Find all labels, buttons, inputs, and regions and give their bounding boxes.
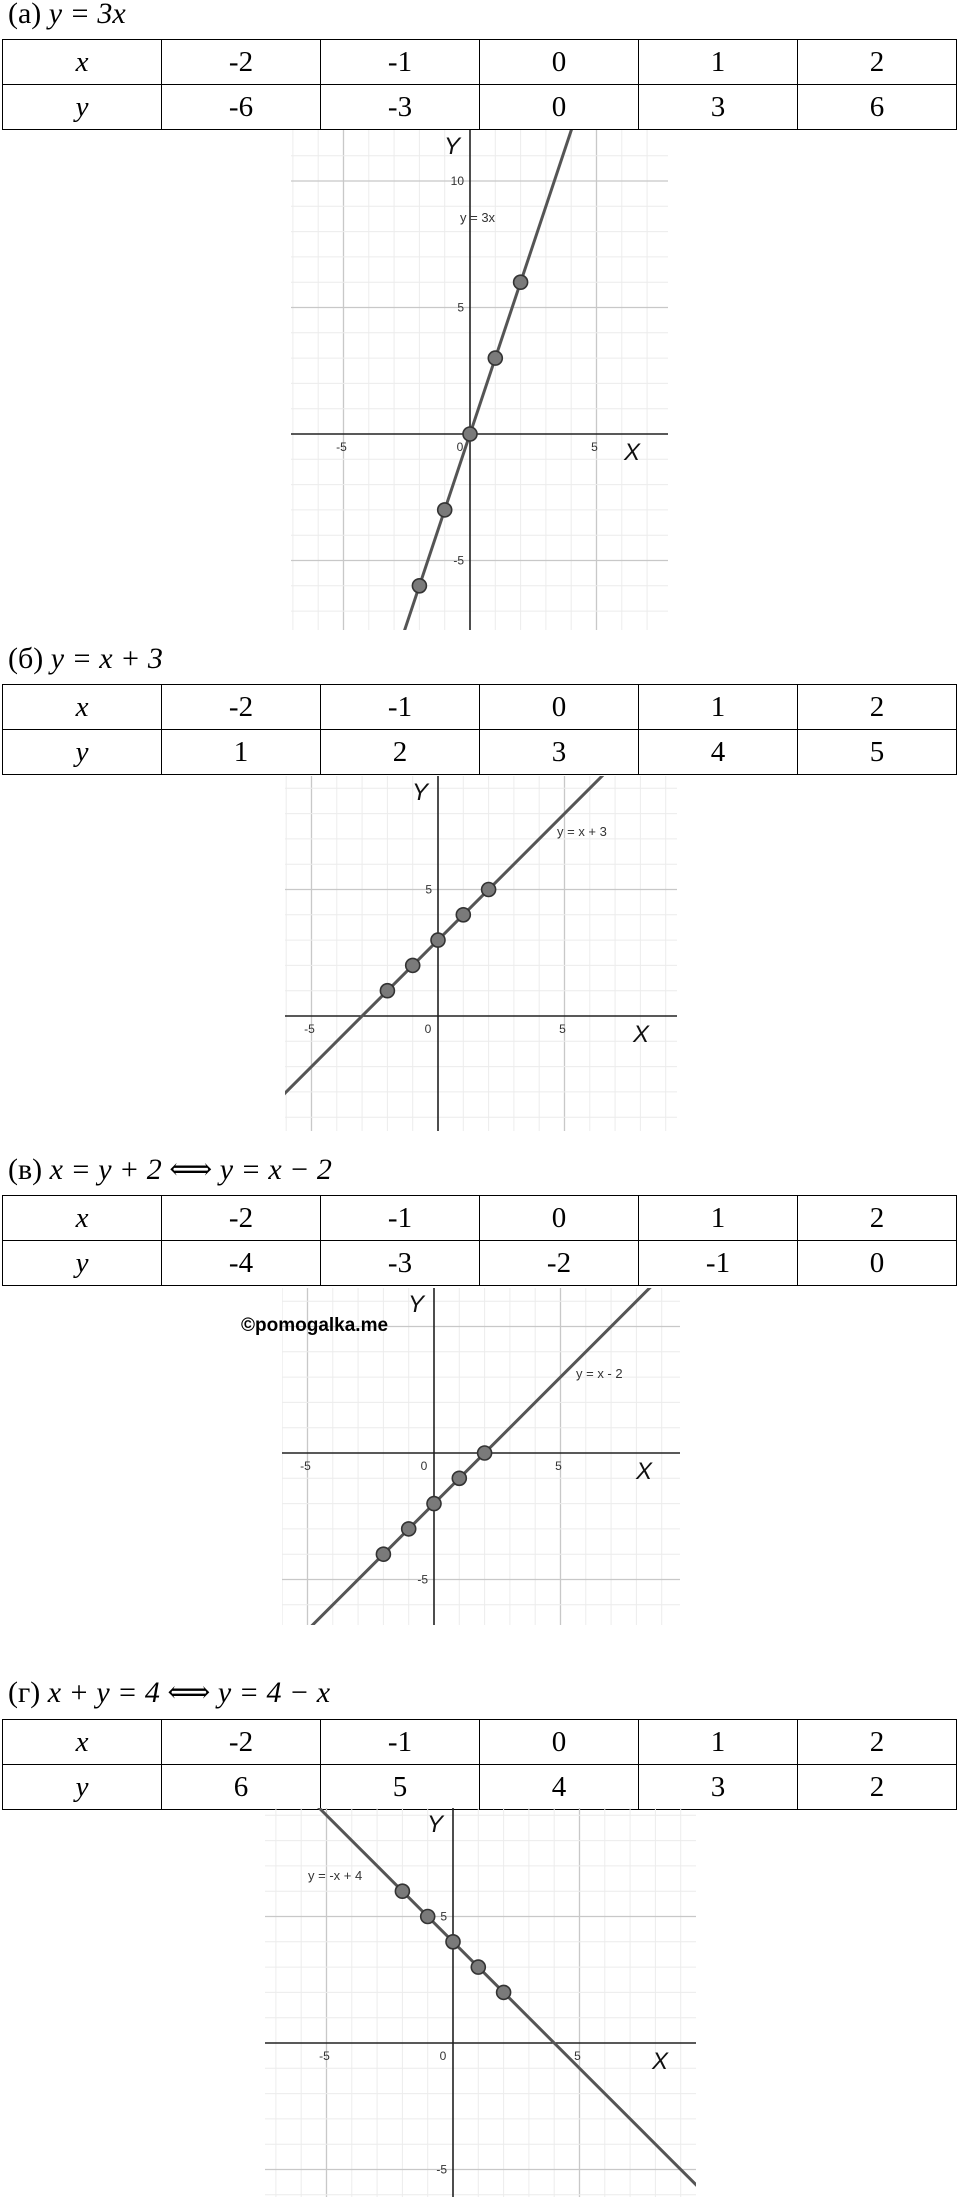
cell-x-3: 1 [639, 685, 798, 730]
cell-y-2: -2 [480, 1241, 639, 1286]
data-point [412, 579, 426, 593]
cell-y-4: 6 [798, 85, 957, 130]
y-tick-label: -5 [417, 1572, 428, 1587]
series-label: y = 3x [460, 210, 496, 225]
data-point [427, 1497, 441, 1511]
series-line [285, 776, 677, 1131]
values-table-c [2, 1195, 957, 1286]
data-point [380, 984, 394, 998]
series-label: y = x + 3 [557, 824, 607, 839]
y-axis-label: Y [408, 1291, 425, 1318]
values-table-d [2, 1719, 957, 1810]
heading-label: (б) [8, 642, 44, 675]
watermark-logo: ©pomogalka.me [241, 1315, 389, 1336]
cell-x-2: 0 [480, 685, 639, 730]
cell-x-1: -1 [321, 1720, 480, 1765]
x-tick-label: -5 [319, 2049, 330, 2063]
cell-y-2: 3 [480, 730, 639, 775]
table-row-x [3, 40, 957, 85]
cell-y-0: 1 [162, 730, 321, 775]
cell-y-0: -4 [162, 1241, 321, 1286]
y-axis-label: Y [427, 1811, 444, 1838]
cell-y-2: 0 [480, 85, 639, 130]
cell-x-4: 2 [798, 1196, 957, 1241]
x-axis-label: X [624, 439, 641, 466]
data-point [463, 427, 477, 441]
table-row-y [3, 730, 957, 775]
heading-a [8, 0, 126, 32]
data-point [482, 883, 496, 897]
y-axis-label: Y [444, 133, 461, 160]
series-line [291, 130, 668, 630]
grid [265, 1808, 696, 2197]
x-tick-label: 5 [591, 440, 598, 454]
x-tick-label: 5 [559, 1022, 566, 1036]
data-point [446, 1935, 460, 1949]
cell-x-4: 2 [798, 685, 957, 730]
heading-equation: y = 3x [48, 0, 126, 30]
data-point [452, 1471, 466, 1485]
graph-a [291, 130, 668, 630]
x-tick-label: 5 [555, 1459, 562, 1473]
row-header-y: y [3, 85, 162, 130]
row-header-x: x [3, 1196, 162, 1241]
cell-x-1: -1 [321, 685, 480, 730]
table-row-x [3, 685, 957, 730]
data-point [488, 351, 502, 365]
row-header-x: x [3, 40, 162, 85]
cell-y-3: 4 [639, 730, 798, 775]
heading-label: (а) [8, 0, 42, 30]
y-tick-label: 5 [425, 882, 432, 897]
heading-label: (в) [8, 1153, 43, 1186]
row-header-y: y [3, 730, 162, 775]
x-tick-label: 0 [424, 1022, 432, 1036]
x-axis-label: X [636, 1458, 653, 1485]
cell-x-3: 1 [639, 1720, 798, 1765]
heading-b [8, 641, 163, 677]
series-label: y = -x + 4 [308, 1868, 363, 1883]
cell-x-3: 1 [639, 40, 798, 85]
x-tick-label: 0 [456, 440, 464, 454]
graph-d [265, 1808, 696, 2197]
table-row-y [3, 85, 957, 130]
data-point [514, 275, 528, 289]
cell-y-1: -3 [321, 85, 480, 130]
cell-y-1: 2 [321, 730, 480, 775]
heading-equation: y = x + 3 [50, 642, 163, 675]
data-point [395, 1884, 409, 1898]
heading-equation: x + y = 4 ⟺ y = 4 − x [47, 1676, 331, 1709]
data-point [402, 1522, 416, 1536]
heading-label: (г) [8, 1676, 41, 1709]
y-axis-label: Y [412, 779, 429, 806]
heading-d [8, 1675, 330, 1711]
data-point [471, 1960, 485, 1974]
row-header-x: x [3, 685, 162, 730]
values-table-a [2, 39, 957, 130]
cell-x-4: 2 [798, 40, 957, 85]
y-tick-label: 10 [450, 174, 464, 188]
row-header-y: y [3, 1765, 162, 1810]
table-row-y [3, 1241, 957, 1286]
cell-y-4: 0 [798, 1241, 957, 1286]
x-tick-label: 0 [439, 2049, 447, 2063]
cell-y-1: -3 [321, 1241, 480, 1286]
table-row-y [3, 1765, 957, 1810]
cell-x-1: -1 [321, 40, 480, 85]
cell-y-3: 3 [639, 1765, 798, 1810]
data-point [478, 1446, 492, 1460]
data-point [438, 503, 452, 517]
cell-x-0: -2 [162, 40, 321, 85]
cell-y-4: 2 [798, 1765, 957, 1810]
x-tick-label: -5 [300, 1459, 311, 1473]
cell-x-2: 0 [480, 1196, 639, 1241]
heading-equation: x = y + 2 ⟺ y = x − 2 [49, 1153, 332, 1186]
series-label: y = x - 2 [576, 1366, 623, 1381]
cell-y-3: -1 [639, 1241, 798, 1286]
cell-y-0: -6 [162, 85, 321, 130]
values-table-b [2, 684, 957, 775]
x-tick-label: 0 [420, 1459, 428, 1473]
cell-x-0: -2 [162, 685, 321, 730]
grid [285, 776, 677, 1131]
cell-x-0: -2 [162, 1196, 321, 1241]
cell-y-4: 5 [798, 730, 957, 775]
x-axis-label: X [633, 1021, 650, 1048]
data-point [497, 1985, 511, 1999]
x-tick-label: -5 [304, 1022, 315, 1036]
x-axis-label: X [652, 2048, 669, 2075]
grid [291, 130, 668, 630]
data-point [376, 1547, 390, 1561]
data-point [431, 933, 445, 947]
cell-x-3: 1 [639, 1196, 798, 1241]
cell-x-4: 2 [798, 1720, 957, 1765]
row-header-y: y [3, 1241, 162, 1286]
cell-y-0: 6 [162, 1765, 321, 1810]
cell-x-2: 0 [480, 40, 639, 85]
row-header-x: x [3, 1720, 162, 1765]
y-tick-label: -5 [453, 553, 464, 568]
x-tick-label: 5 [574, 2049, 581, 2063]
data-point [406, 958, 420, 972]
cell-y-3: 3 [639, 85, 798, 130]
x-tick-label: -5 [336, 440, 347, 454]
heading-c [8, 1152, 332, 1188]
graph-c [282, 1288, 680, 1625]
cell-x-1: -1 [321, 1196, 480, 1241]
y-tick-label: -5 [436, 2162, 447, 2177]
cell-y-1: 5 [321, 1765, 480, 1810]
data-point [456, 908, 470, 922]
y-tick-label: 5 [440, 1909, 447, 1924]
cell-y-2: 4 [480, 1765, 639, 1810]
table-row-x [3, 1720, 957, 1765]
table-row-x [3, 1196, 957, 1241]
graph-b [285, 776, 677, 1131]
cell-x-2: 0 [480, 1720, 639, 1765]
y-tick-label: 5 [457, 300, 464, 315]
cell-x-0: -2 [162, 1720, 321, 1765]
data-point [421, 1910, 435, 1924]
